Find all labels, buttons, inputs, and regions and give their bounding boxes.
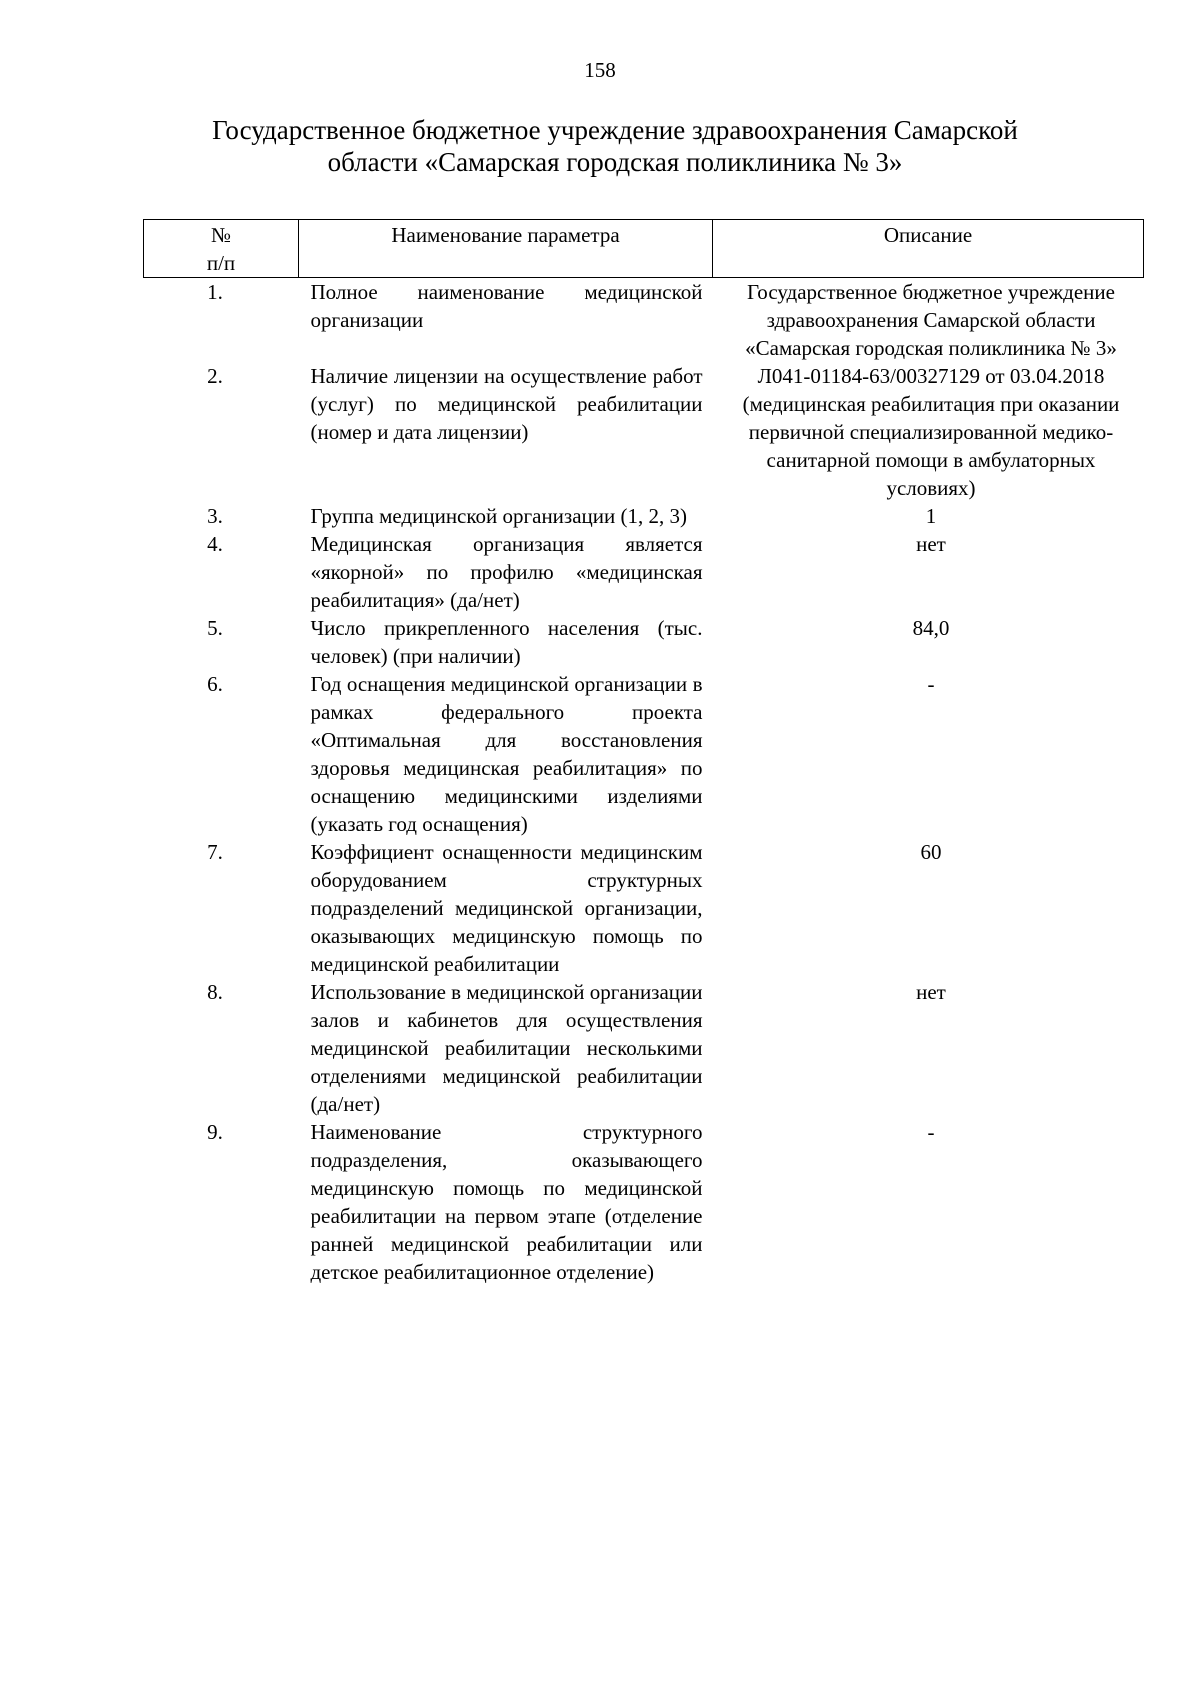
row-parameter: Коэффициент оснащенности медицинским оборудованием структурных подразделений медицинской организации, оказывающих медицинскую помощь по медицинской реабилитации (310, 840, 703, 976)
table-row (144, 502, 1144, 530)
table-row (144, 670, 1144, 838)
row-parameter: Медицинская организация является «якорной» по профилю «медицинская реабилитация» (да/нет) (310, 532, 703, 612)
row-parameter: Полное наименование медицинской организации (310, 280, 703, 332)
table-header-row (144, 220, 1144, 278)
row-number: 1. (207, 280, 223, 304)
table-row (144, 530, 1144, 614)
document-title (150, 114, 1080, 178)
header-number-line-2: п/п (206, 251, 236, 275)
row-description: - (927, 1120, 935, 1144)
row-description: Л041-01184-63/00327129 от 03.04.2018 (медицинская реабилитация при оказании первичной специализированной медико-санитарной помощи в амбулаторных условиях) (742, 364, 1120, 500)
row-description: 84,0 (912, 616, 950, 640)
row-description: нет (916, 532, 946, 556)
row-number: 7. (207, 840, 223, 864)
document-title-line-1: Государственное бюджетное учреждение здравоохранения Самарской (212, 115, 1018, 145)
row-parameter: Наличие лицензии на осуществление работ (услуг) по медицинской реабилитации (номер и дата лицензии) (310, 364, 703, 444)
header-parameter: Наименование параметра (299, 220, 713, 278)
row-number: 3. (207, 504, 223, 528)
table-row (144, 1118, 1144, 1286)
row-description: нет (916, 980, 946, 1004)
row-parameter: Год оснащения медицинской организации в рамках федерального проекта «Оптимальная для восстановления здоровья медицинская реабилитация» по оснащению медицинскими изделиями (указать год оснащения) (310, 672, 703, 836)
row-parameter: Число прикрепленного населения (тыс. человек) (при наличии) (310, 616, 703, 668)
header-number (144, 220, 299, 278)
row-number: 4. (207, 532, 223, 556)
header-description: Описание (713, 220, 1144, 278)
table-row (144, 978, 1144, 1118)
document-title-line-2: области «Самарская городская поликлиника № 3» (327, 147, 903, 177)
row-number: 2. (207, 364, 223, 388)
parameters-table-container (143, 219, 1143, 1286)
row-parameter: Использование в медицинской организации залов и кабинетов для осуществления медицинской реабилитации несколькими отделениями медицинской реабилитации (да/нет) (310, 980, 703, 1116)
row-description: 1 (925, 504, 937, 528)
table-row (144, 278, 1144, 363)
page-number: 158 (584, 58, 616, 82)
table-row (144, 614, 1144, 670)
row-number: 6. (207, 672, 223, 696)
row-number: 8. (207, 980, 223, 1004)
row-description: - (927, 672, 935, 696)
parameters-table (143, 219, 1144, 1286)
row-description: Государственное бюджетное учреждение здравоохранения Самарской области «Самарская городская поликлиника № 3» (745, 280, 1117, 360)
table-row (144, 838, 1144, 978)
row-parameter: Наименование структурного подразделения, оказывающего медицинскую помощь по медицинской реабилитации на первом этапе (отделение ранней медицинской реабилитации или детское реабилитационное отделение) (310, 1120, 703, 1284)
header-number-line-1: № (210, 223, 232, 247)
row-description: 60 (920, 840, 942, 864)
row-number: 5. (207, 616, 223, 640)
row-number: 9. (207, 1120, 223, 1144)
row-parameter: Группа медицинской организации (1, 2, 3) (310, 504, 687, 528)
table-row (144, 362, 1144, 502)
